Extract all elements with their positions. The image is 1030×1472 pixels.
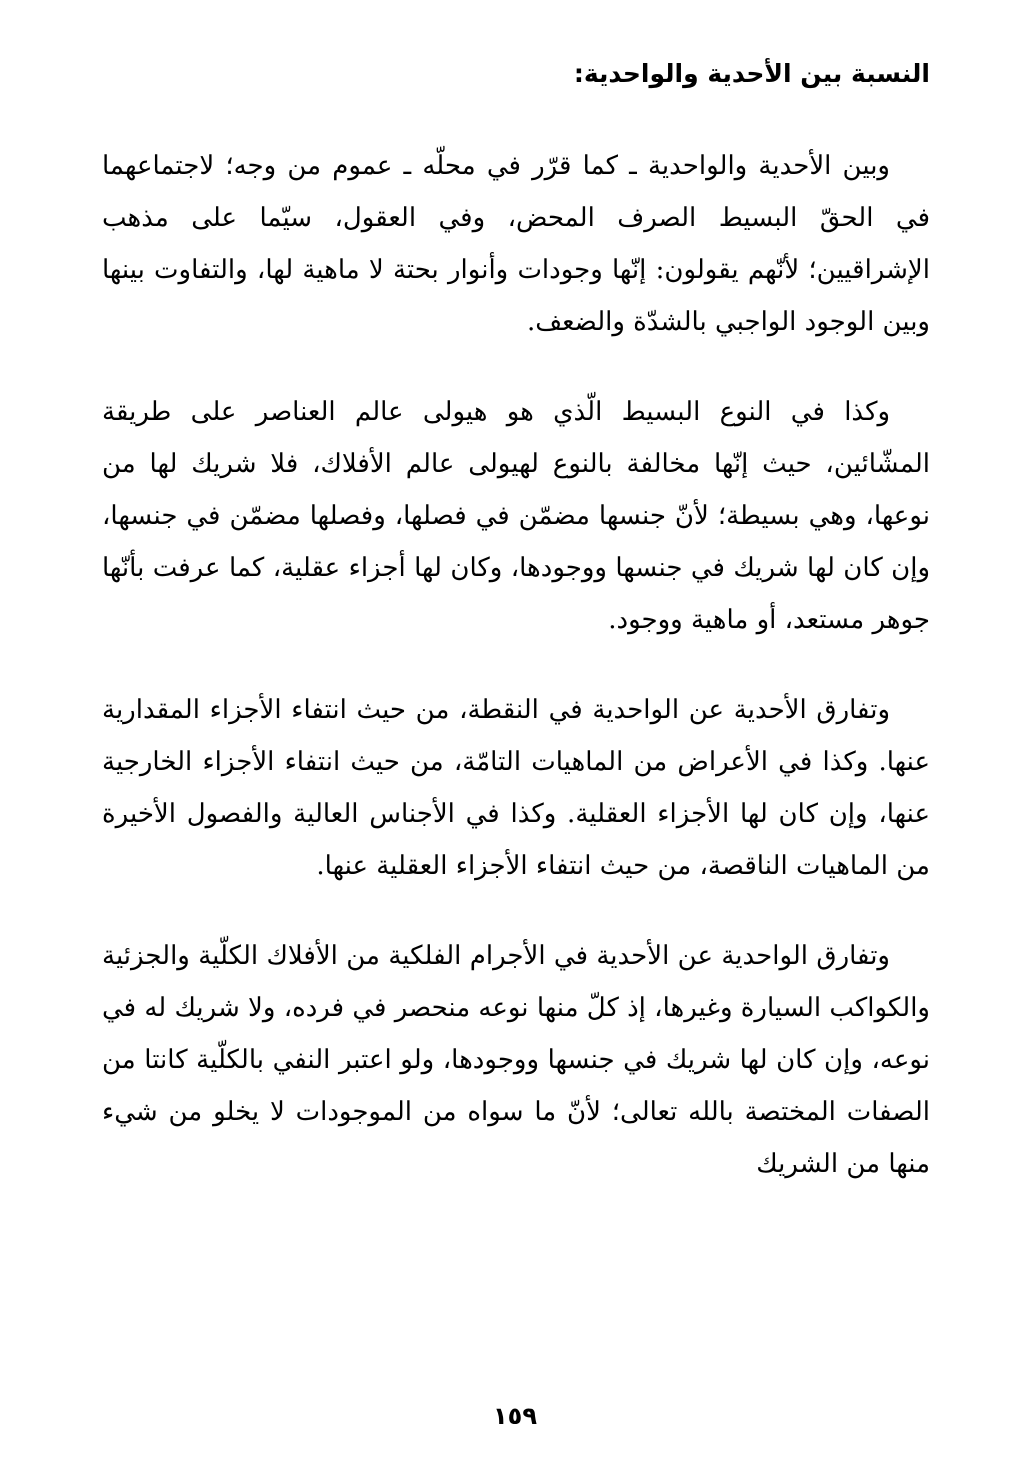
body-text xyxy=(102,140,930,1228)
page-number: ١٥٩ xyxy=(493,1402,537,1430)
paragraph-1: وبين الأحدية والواحدية ـ كما قرّر في محلّه ـ عموم من وجه؛ لاجتماعهما في الحقّ البسيط الصرف المحض، وفي العقول، سيّما على مذهب الإشراقيين؛ لأنّهم يقولون: إنّها وجودات وأنوار بحتة لا ماهية لها، والتفاوت بينها وبين الوجود الواجبي بالشدّة والضعف. xyxy=(102,151,930,337)
paragraph-4: وتفارق الواحدية عن الأحدية في الأجرام الفلكية من الأفلاك الكلّية والجزئية والكواكب السيارة وغيرها، إذ كلّ منها نوعه منحصر في فرده، ولا شريك له في نوعه، وإن كان لها شريك في جنسها ووجودها، ولو اعتبر النفي بالكلّية كانتا من الصفات المختصة بالله تعالى؛ لأنّ ما سواه من الموجودات لا يخلو من شيء منها من الشريك xyxy=(102,941,930,1179)
paragraph-2: وكذا في النوع البسيط الّذي هو هيولى عالم العناصر على طريقة المشّائين، حيث إنّها مخالفة بالنوع لهيولى عالم الأفلاك، فلا شريك لها من نوعها، وهي بسيطة؛ لأنّ جنسها مضمّن في فصلها، وفصلها مضمّن في جنسها، وإن كان لها شريك في جنسها ووجودها، وكان لها أجزاء عقلية، كما عرفت بأنّها جوهر مستعد، أو ماهية ووجود. xyxy=(102,397,930,635)
paragraph-3: وتفارق الأحدية عن الواحدية في النقطة، من حيث انتفاء الأجزاء المقدارية عنها. وكذا في الأعراض من الماهيات التامّة، من حيث انتفاء الأجزاء الخارجية عنها، وإن كان لها الأجزاء العقلية. وكذا في الأجناس العالية والفصول الأخيرة من الماهيات الناقصة، من حيث انتفاء الأجزاء العقلية عنها. xyxy=(102,695,931,881)
section-heading: النسبة بين الأحدية والواحدية: xyxy=(573,59,930,88)
